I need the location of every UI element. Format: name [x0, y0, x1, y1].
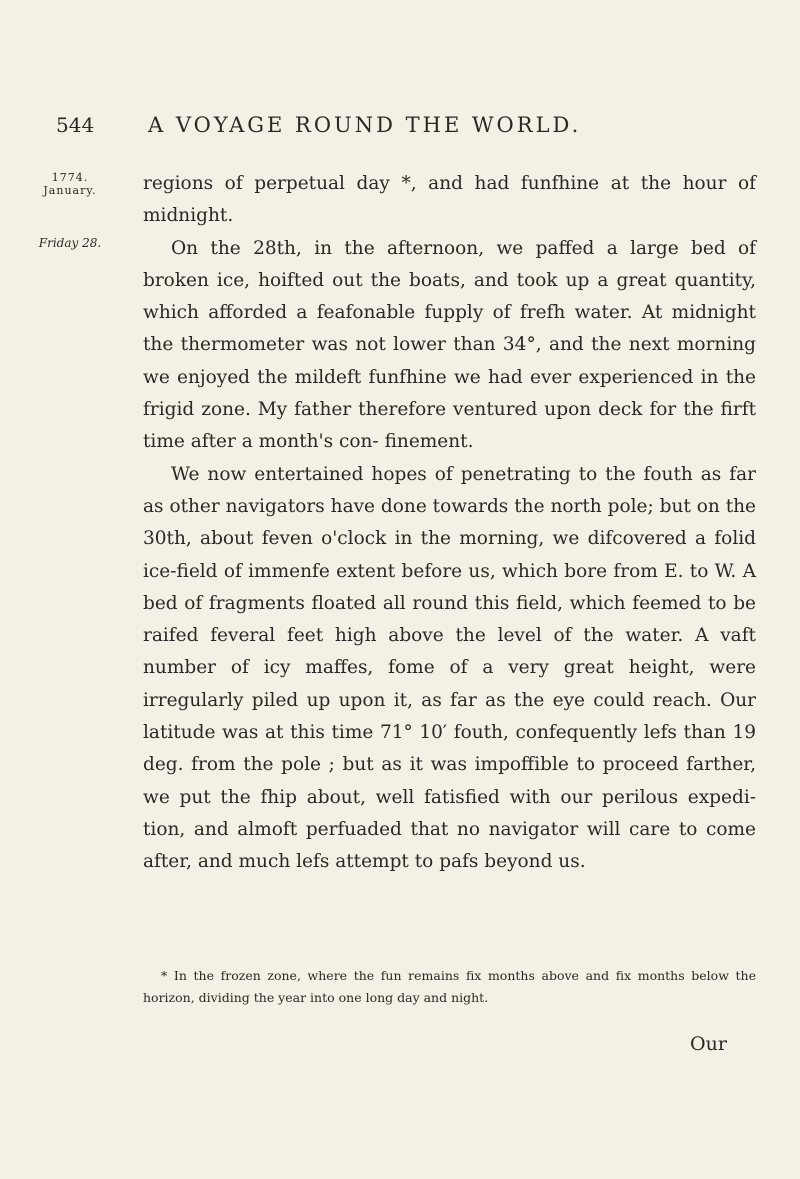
running-title: A VOYAGE ROUND THE WORLD. [148, 113, 582, 137]
margin-year [30, 171, 110, 197]
catchword: Our [690, 1033, 727, 1055]
margin-year-number: 1774. [51, 171, 89, 184]
body-text [143, 168, 756, 879]
margin-date-note: Friday 28. [38, 236, 102, 250]
page-number: 544 [56, 113, 95, 137]
margin-month: January. [43, 184, 97, 197]
paragraph-3: We now entertained hopes of penetrating to the fouth as far as other navigators have done towards the north pole; but on the 30th, about feven o'clock in the morning, we difcovered a folid ice-field of immenfe extent before us, which bore from E. to W. A bed of fragments floated all round this field, which feemed to be raifed feveral feet high above the level of the water. A vaft number of icy maffes, fome of a very great height, were irregularly piled up upon it, as far as the eye could reach. Our latitude was at this time 71° 10′ fouth, confequently lefs than 19 deg. from the pole ; but as it was impoffible to proceed farther, we put the fhip about, well fatisfied with our perilous expedi- tion, and almoft perfuaded that no navigator will care to come after, and much lefs attempt to pafs beyond us. [143, 463, 756, 873]
footnote: * In the frozen zone, where the fun remains fix months above and fix months below the horizon, dividing the year into one long day and night. [143, 968, 756, 1005]
paragraph-2: On the 28th, in the afternoon, we paffed a large bed of broken ice, hoifted out the boats, and took up a great quantity, which afforded a feafonable fupply of frefh water. At midnight the thermometer was not lower than 34°, and the next morning we enjoyed the mildeft funfhine we had ever experienced in the frigid zone. My father therefore ventured upon deck for the firft time after a month's con- finement. [143, 237, 756, 453]
paragraph-1: regions of perpetual day *, and had funfhine at the hour of midnight. [143, 173, 756, 227]
